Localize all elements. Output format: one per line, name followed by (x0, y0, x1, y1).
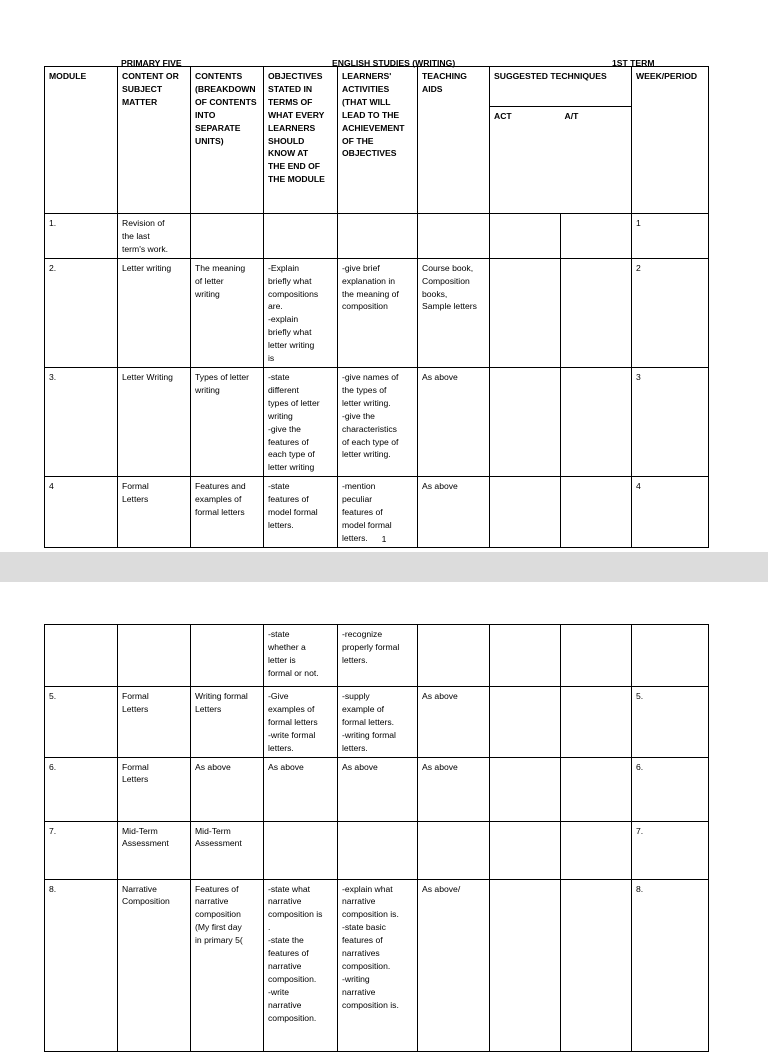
cell-act (490, 757, 561, 821)
cell-act (490, 258, 561, 367)
cell-aids (418, 821, 490, 879)
cell-aids: As above (418, 757, 490, 821)
cell-activities (338, 821, 418, 879)
cell-aids: As above/ (418, 879, 490, 1051)
cell-objectives: -state what narrative composition is . -state the features of narrative composition. -write narrative composition. (264, 879, 338, 1051)
cell-activities: -explain what narrative composition is. -state basic features of narratives composition. -writing narrative composition is. (338, 879, 418, 1051)
cell-content: Letter writing (118, 258, 191, 367)
cell-aids (418, 625, 490, 687)
cell-contents (191, 625, 264, 687)
cell-objectives (264, 214, 338, 259)
cell-objectives (264, 821, 338, 879)
cell-contents: Types of letter writing (191, 367, 264, 476)
cell-week (632, 625, 709, 687)
cell-aids: Course book, Composition books, Sample letters (418, 258, 490, 367)
cell-contents: Writing formal Letters (191, 687, 264, 758)
cell-act (490, 821, 561, 879)
cell-contents: Mid-Term Assessment (191, 821, 264, 879)
cell-week: 1 (632, 214, 709, 259)
cell-activities: -recognize properly formal letters. (338, 625, 418, 687)
cell-module: 4 (45, 477, 118, 548)
page-2 (0, 582, 768, 1024)
class-title: PRIMARY FIVE (121, 58, 182, 68)
cell-week: 6. (632, 757, 709, 821)
cell-module: 3. (45, 367, 118, 476)
cell-module: 2. (45, 258, 118, 367)
cell-objectives: -state features of model formal letters. (264, 477, 338, 548)
cell-at (561, 258, 632, 367)
cell-contents: Features of narrative composition (My first day in primary 5( (191, 879, 264, 1051)
cell-at (561, 821, 632, 879)
cell-content: Narrative Composition (118, 879, 191, 1051)
cell-objectives: -state whether a letter is formal or not. (264, 625, 338, 687)
table-row (45, 214, 709, 259)
header-activities: LEARNERS' ACTIVITIES (THAT WILL LEAD TO THE ACHIEVEMENT OF THE OBJECTIVES (338, 67, 418, 214)
cell-module (45, 625, 118, 687)
page-separator (0, 552, 768, 582)
cell-content: Formal Letters (118, 687, 191, 758)
cell-module: 6. (45, 757, 118, 821)
table-row (45, 477, 709, 548)
cell-week: 4 (632, 477, 709, 548)
header-aids: TEACHING AIDS (418, 67, 490, 214)
cell-activities (338, 214, 418, 259)
cell-module: 8. (45, 879, 118, 1051)
cell-objectives: -state different types of letter writing -give the features of each type of letter writing (264, 367, 338, 476)
cell-contents (191, 214, 264, 259)
header-at: A/T (561, 107, 632, 214)
cell-content: Formal Letters (118, 477, 191, 548)
cell-content: Letter Writing (118, 367, 191, 476)
cell-activities: -supply example of formal letters. -writing formal letters. (338, 687, 418, 758)
cell-content: Mid-Term Assessment (118, 821, 191, 879)
cell-week: 7. (632, 821, 709, 879)
table-row (45, 625, 709, 687)
cell-week: 5. (632, 687, 709, 758)
cell-act (490, 477, 561, 548)
subject-title: ENGLISH STUDIES (WRITING) (332, 58, 456, 68)
scheme-table-page-1 (44, 66, 709, 548)
cell-act (490, 625, 561, 687)
table-row (45, 879, 709, 1051)
table-row (45, 821, 709, 879)
header-content: CONTENT OR SUBJECT MATTER (118, 67, 191, 214)
cell-objectives: As above (264, 757, 338, 821)
header-objectives: OBJECTIVES STATED IN TERMS OF WHAT EVERY LEARNERS SHOULD KNOW AT THE END OF THE MODULE (264, 67, 338, 214)
header-techniques: SUGGESTED TECHNIQUES (490, 67, 632, 107)
cell-act (490, 879, 561, 1051)
header-week: WEEK/PERIOD (632, 67, 709, 214)
scheme-table-page-2 (44, 624, 709, 1052)
table-row (45, 687, 709, 758)
cell-aids (418, 214, 490, 259)
cell-act (490, 687, 561, 758)
header-act: ACT (490, 107, 561, 214)
table-row (45, 757, 709, 821)
cell-at (561, 687, 632, 758)
cell-content: Revision of the last term's work. (118, 214, 191, 259)
cell-at (561, 367, 632, 476)
cell-contents: Features and examples of formal letters (191, 477, 264, 548)
cell-aids: As above (418, 477, 490, 548)
cell-act (490, 214, 561, 259)
cell-content (118, 625, 191, 687)
cell-contents: The meaning of letter writing (191, 258, 264, 367)
page-number: 1 (381, 534, 387, 544)
cell-aids: As above (418, 687, 490, 758)
cell-week: 8. (632, 879, 709, 1051)
term-title: 1ST TERM (612, 58, 655, 68)
cell-content: Formal Letters (118, 757, 191, 821)
cell-activities: -give names of the types of letter writing. -give the characteristics of each type of letter writing. (338, 367, 418, 476)
cell-aids: As above (418, 367, 490, 476)
header-module: MODULE (45, 67, 118, 214)
cell-activities: -give brief explanation in the meaning of composition (338, 258, 418, 367)
table-row (45, 367, 709, 476)
cell-activities: As above (338, 757, 418, 821)
cell-act (490, 367, 561, 476)
cell-week: 3 (632, 367, 709, 476)
cell-module: 5. (45, 687, 118, 758)
cell-at (561, 757, 632, 821)
cell-objectives: -Give examples of formal letters -write formal letters. (264, 687, 338, 758)
cell-at (561, 214, 632, 259)
cell-at (561, 879, 632, 1051)
cell-activities: -mention peculiar features of model formal letters. (338, 477, 418, 548)
table-row (45, 258, 709, 367)
cell-objectives: -Explain briefly what compositions are. -explain briefly what letter writing is (264, 258, 338, 367)
header-contents: CONTENTS (BREAKDOWN OF CONTENTS INTO SEPARATE UNITS) (191, 67, 264, 214)
cell-at (561, 625, 632, 687)
cell-module: 1. (45, 214, 118, 259)
cell-module: 7. (45, 821, 118, 879)
cell-contents: As above (191, 757, 264, 821)
cell-at (561, 477, 632, 548)
cell-week: 2 (632, 258, 709, 367)
